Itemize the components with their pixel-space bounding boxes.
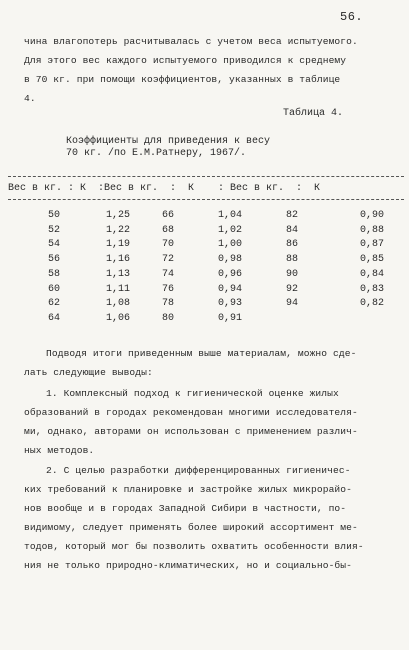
table-cell: 0,96 — [218, 268, 243, 280]
table-cell: 0,88 — [360, 224, 385, 236]
table-cell: 76 — [162, 283, 175, 295]
table-cell: 1,08 — [106, 298, 131, 310]
paragraph-line: ми, однако, авторами он использован с применением различ- — [24, 426, 358, 437]
paragraph-line: тодов, который мог бы позволить охватить особенности влия- — [24, 541, 364, 552]
table-cell: 80 — [162, 312, 175, 324]
table-cell: 50 — [48, 210, 61, 221]
table-label: Таблица 4. — [283, 108, 344, 119]
table-caption-line: Коэффициенты для приведения к весу — [66, 136, 271, 147]
paragraph-line: образований в городах рекомендован многими исследователя- — [24, 407, 358, 418]
table-cell: 0,84 — [360, 268, 385, 280]
table-cell: 62 — [48, 298, 61, 310]
table-cell: 60 — [48, 283, 61, 295]
paragraph-line: ных методов. — [24, 445, 95, 456]
paragraph-line: 2. С целью разработки дифференцированных гигиеничес- — [46, 465, 351, 476]
table-cell: 74 — [162, 268, 175, 280]
paragraph-line: лать следующие выводы: — [24, 367, 153, 378]
paragraph-line: нов вообще и в городах Западной Сибири в частности, по- — [24, 503, 347, 514]
paragraph-line: 1. Комплексный подход к гигиенической оценке жилых — [46, 388, 339, 399]
table-cell: 0,82 — [360, 298, 385, 310]
table-cell: 86 — [286, 239, 299, 251]
table-cell: 72 — [162, 254, 175, 266]
table-cell: 70 — [162, 239, 175, 251]
table-cell: 0,94 — [218, 283, 243, 295]
table-cell: 64 — [48, 312, 61, 324]
table-cell: 1,13 — [106, 268, 131, 280]
table-cell: 1,11 — [106, 283, 131, 295]
table-cell: 1,16 — [106, 254, 131, 266]
table-top-rule — [8, 176, 404, 177]
table-header-rule — [8, 199, 404, 200]
table-cell: 1,25 — [106, 210, 131, 221]
table-cell: 0,98 — [218, 254, 243, 266]
table-header: Вес в кг. : К :Вес в кг. : К : Вес в кг. : К — [8, 183, 321, 194]
paragraph-line: видимому, следует применять более широкий ассортимент ме- — [24, 522, 358, 533]
table-cell: 58 — [48, 268, 61, 280]
table-cell: 1,06 — [106, 312, 131, 324]
table-cell: 0,87 — [360, 239, 385, 251]
paragraph-line: ния не только природно-климатических, но и социально-бы- — [24, 560, 353, 571]
paragraph-line: ких требований к планировке и застройке жилых микрорайо- — [24, 484, 353, 495]
table-caption-line: 70 кг. /по Е.М.Ратнеру, 1967/. — [66, 148, 247, 159]
table-cell: 54 — [48, 239, 61, 251]
table-cell: 94 — [286, 298, 299, 310]
paragraph-line: чина влагопотерь расчитывалась с учетом веса испытуемого. — [24, 36, 358, 47]
paragraph-line: в 70 кг. при помощи коэффициентов, указанных в таблице — [24, 74, 341, 85]
table-cell: 88 — [286, 254, 299, 266]
table-cell: 1,19 — [106, 239, 131, 251]
table-cell: 78 — [162, 298, 175, 310]
paragraph-line: Подводя итоги приведенным выше материалам, можно сде- — [46, 348, 357, 359]
table-cell: 1,00 — [218, 239, 243, 251]
paragraph-line: 4. — [24, 93, 36, 104]
table-cell: 0,93 — [218, 298, 243, 310]
page-number: 56. — [340, 10, 364, 24]
table-cell: 0,83 — [360, 283, 385, 295]
table-cell: 82 — [286, 210, 299, 221]
table-cell: 1,22 — [106, 224, 131, 236]
table-cell: 68 — [162, 224, 175, 236]
table-cell: 1,02 — [218, 224, 243, 236]
table-cell: 52 — [48, 224, 61, 236]
table-cell: 0,85 — [360, 254, 385, 266]
table-cell: 0,91 — [218, 312, 243, 324]
table-cell: 1,04 — [218, 210, 243, 221]
table-cell: 92 — [286, 283, 299, 295]
paragraph-line: Для этого вес каждого испытуемого приводился к среднему — [24, 55, 347, 66]
table-cell: 84 — [286, 224, 299, 236]
table-cell: 66 — [162, 210, 175, 221]
table-cell: 0,90 — [360, 210, 385, 221]
table-cell: 56 — [48, 254, 61, 266]
table-cell: 90 — [286, 268, 299, 280]
